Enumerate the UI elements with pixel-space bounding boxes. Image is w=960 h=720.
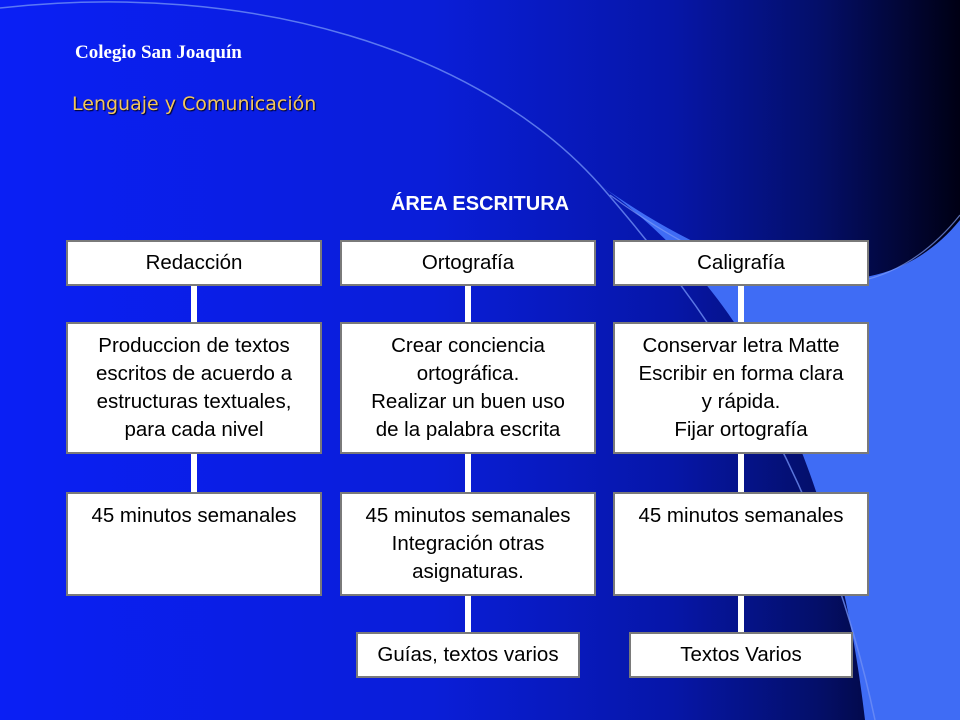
ortografia-time-box bbox=[340, 492, 596, 596]
ortografia-header-text: Ortografía bbox=[421, 251, 515, 274]
redaccion-time-text: 45 minutos semanales bbox=[91, 504, 297, 527]
ortografia-resources-text: Guías, textos varios bbox=[377, 643, 559, 666]
ortografia-resources-box bbox=[356, 632, 580, 678]
subject-title: Lenguaje y Comunicación bbox=[72, 93, 317, 115]
ortografia-description-box bbox=[340, 322, 596, 454]
redaccion-description-text: Produccion de textos escritos de acuerdo a estructuras textuales, para cada nivel bbox=[95, 334, 292, 441]
redaccion-description-box bbox=[66, 322, 322, 454]
school-name: Colegio San Joaquín bbox=[75, 42, 242, 63]
caligrafia-description-text: Conservar letra Matte Escribir en forma clara y rápida. Fijar ortografía bbox=[638, 334, 844, 441]
redaccion-header-box bbox=[66, 240, 322, 286]
caligrafia-description-box bbox=[613, 322, 869, 454]
caligrafia-connector-3 bbox=[738, 596, 744, 632]
caligrafia-resources-box bbox=[629, 632, 853, 678]
ortografia-header-box bbox=[340, 240, 596, 286]
caligrafia-resources-text: Textos Varios bbox=[680, 643, 802, 666]
redaccion-connector-2 bbox=[191, 454, 197, 492]
caligrafia-time-text: 45 minutos semanales bbox=[638, 504, 844, 527]
redaccion-header-text: Redacción bbox=[145, 251, 243, 274]
caligrafia-connector-2 bbox=[738, 454, 744, 492]
caligrafia-time-box bbox=[613, 492, 869, 596]
caligrafia-header-box bbox=[613, 240, 869, 286]
caligrafia-header-text: Caligrafía bbox=[697, 251, 785, 274]
redaccion-connector-1 bbox=[191, 286, 197, 322]
ortografia-connector-2 bbox=[465, 454, 471, 492]
area-title: ÁREA ESCRITURA bbox=[390, 193, 570, 215]
redaccion-time-box bbox=[66, 492, 322, 596]
caligrafia-connector-1 bbox=[738, 286, 744, 322]
ortografia-connector-1 bbox=[465, 286, 471, 322]
ortografia-description-text: Crear conciencia ortográfica. Realizar un buen uso de la palabra escrita bbox=[371, 334, 565, 441]
ortografia-connector-3 bbox=[465, 596, 471, 632]
ortografia-time-text: 45 minutos semanales Integración otras asignaturas. bbox=[365, 504, 571, 583]
